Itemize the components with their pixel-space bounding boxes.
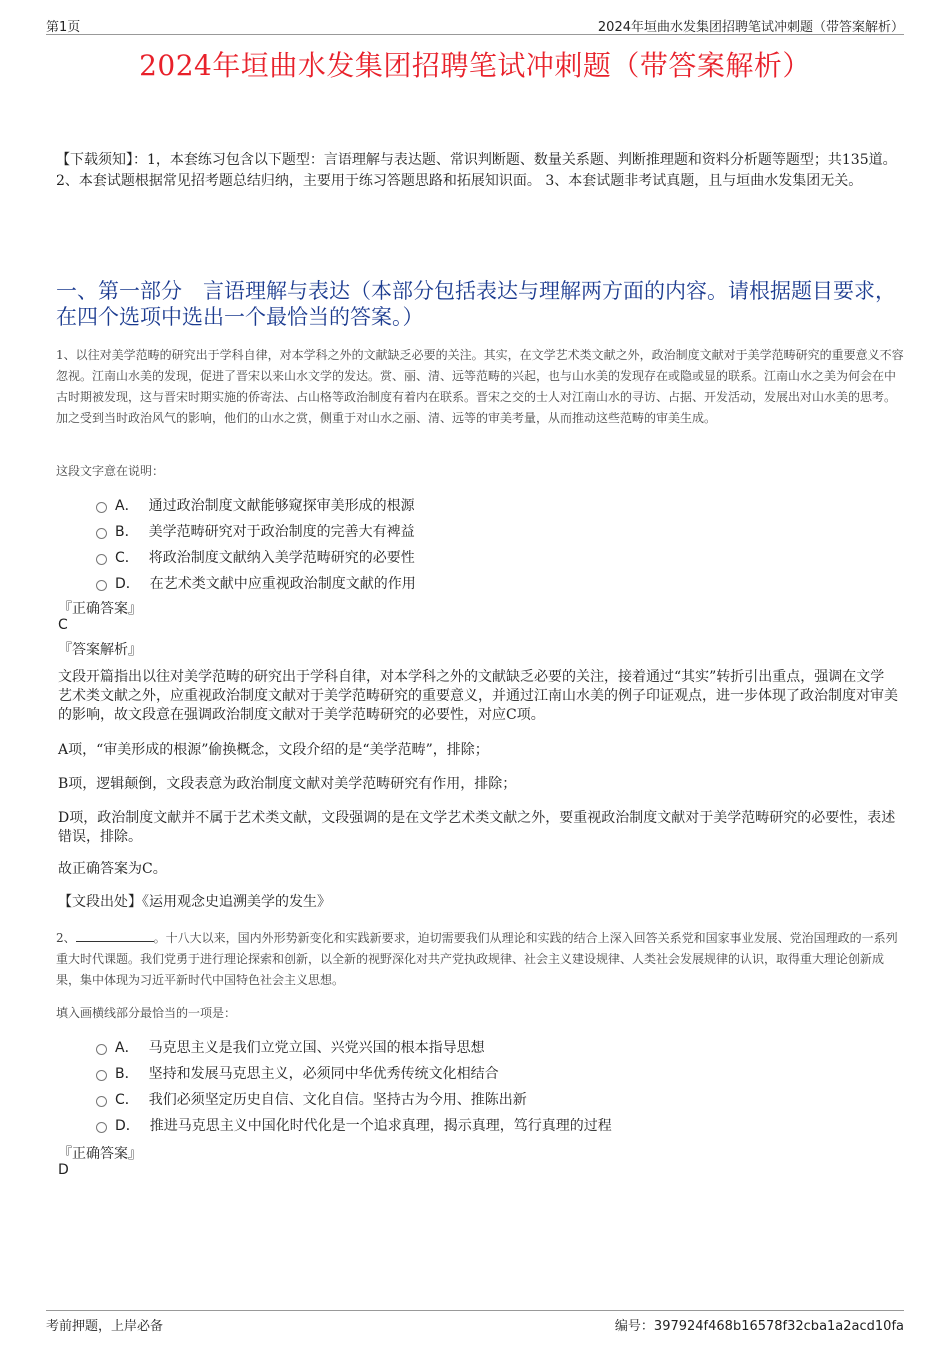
option-a[interactable]: A． 通过政治制度文献能够窥探审美形成的根源 [96, 493, 896, 519]
radio-icon[interactable] [96, 554, 107, 565]
option-c[interactable]: C． 将政治制度文献纳入美学范畴研究的必要性 [96, 545, 896, 571]
radio-icon[interactable] [96, 580, 107, 591]
analysis-option-b: B项，逻辑颠倒，文段表意为政治制度文献对美学范畴研究有作用，排除； [58, 776, 517, 792]
download-notice: 【下载须知】：1，本套练习包含以下题型：言语理解与表达题、常识判断题、数量关系题、判断推理题和资料分析题等题型；共135道。 2、本套试题根据常见招考题总结归纳，主要用于练习答题思路和拓展知识面。 3、本套试题非考试真题，且与垣曲水发集团无关。 [56, 152, 897, 189]
document-title: 2024年垣曲水发集团招聘笔试冲刺题（带答案解析） [139, 49, 811, 82]
question-2-prompt: 填入画横线部分最恰当的一项是： [56, 1006, 237, 1020]
analysis-summary: 文段开篇指出以往对美学范畴的研究出于学科自律，对本学科之外的文献缺乏必要的关注，接着通过“其实”转折引出重点，强调在文学艺术类文献之外，应重视政治制度文献对于美学范畴研究的重要意义，并通过江南山水美的例子印证观点，进一步体现了政治制度对审美的影响，故文段意在强调政治制度文献对于美学范畴研究的必要性，对应C项。 [58, 669, 898, 723]
radio-icon[interactable] [96, 1122, 107, 1133]
header-doc-title: 2024年垣曲水发集团招聘笔试冲刺题（带答案解析） [597, 20, 904, 35]
source-note: 【文段出处】《运用观念史追溯美学的发生》 [58, 894, 331, 910]
analysis-option-a: A项，“审美形成的根源”偷换概念，文段介绍的是“美学范畴”，排除； [58, 742, 489, 758]
answer-label: 『正确答案』 [58, 601, 142, 617]
answer-value: C [58, 617, 68, 633]
radio-icon[interactable] [96, 1070, 107, 1081]
section-heading: 一、第一部分 言语理解与表达（本部分包括表达与理解两方面的内容。请根据题目要求，在四个选项中选出一个最恰当的答案。） [56, 279, 896, 329]
answer-value: D [58, 1162, 69, 1178]
document-code: 编号：397924f468b16578f32cba1a2acd10fa [614, 1319, 904, 1334]
radio-icon[interactable] [96, 1044, 107, 1055]
answer-label: 『正确答案』 [58, 1146, 142, 1162]
page-footer [46, 1310, 904, 1335]
option-d[interactable]: D． 推进马克思主义中国化时代化是一个追求真理，揭示真理，笃行真理的过程 [96, 1113, 896, 1139]
radio-icon[interactable] [96, 1096, 107, 1107]
analysis-option-d: D项，政治制度文献并不属于艺术类文献，文段强调的是在文学艺术类文献之外，要重视政治制度文献对于美学范畴研究的必要性，表述错误，排除。 [58, 810, 896, 845]
radio-icon[interactable] [96, 502, 107, 513]
option-d[interactable]: D． 在艺术类文献中应重视政治制度文献的作用 [96, 571, 896, 597]
question-2-stem: 2、 。十八大以来，国内外形势新变化和实践新要求，迫切需要我们从理论和实践的结合上深入回答关系党和国家事业发展、党治国理政的一系列重大时代课题。我们党勇于进行理论探索和创新，以全新的视野深化对共产党执政规律、社会主义建设规律、人类社会发展规律的认识，取得重大理论创新成果，集中体现为习近平新时代中国特色社会主义思想。 [56, 931, 898, 987]
question-2-options [96, 1035, 896, 1139]
analysis-label: 『答案解析』 [58, 642, 142, 658]
page-header [46, 14, 904, 35]
question-1-stem: 1、以往对美学范畴的研究出于学科自律，对本学科之外的文献缺乏必要的关注。其实，在文学艺术类文献之外，政治制度文献对于美学范畴研究的重要意义不容忽视。江南山水美的发现，促进了晋宋以来山水文学的发达。赏、丽、清、远等范畴的兴起，也与山水美的发现存在或隐或显的联系。江南山水之美为何会在中古时期被发现，这与晋宋时期实施的侨寄法、占山格等政治制度有着内在联系。晋宋之交的士人对江南山水的寻访、占据、开发活动，发展出对山水美的思考。加之受到当时政治风气的影响，他们的山水之赏，侧重于对山水之丽、清、远等的审美考量，从而推动这些范畴的审美生成。 [56, 348, 904, 425]
option-b[interactable]: B． 坚持和发展马克思主义，必须同中华优秀传统文化相结合 [96, 1061, 896, 1087]
footer-slogan: 考前押题，上岸必备 [46, 1319, 164, 1334]
option-b[interactable]: B． 美学范畴研究对于政治制度的完善大有裨益 [96, 519, 896, 545]
radio-icon[interactable] [96, 528, 107, 539]
fill-blank [76, 929, 154, 942]
question-1-options [96, 493, 896, 597]
analysis-conclusion: 故正确答案为C。 [58, 861, 167, 877]
page-number: 第1页 [46, 20, 81, 35]
option-c[interactable]: C． 我们必须坚定历史自信、文化自信。坚持古为今用、推陈出新 [96, 1087, 896, 1113]
option-a[interactable]: A． 马克思主义是我们立党立国、兴党兴国的根本指导思想 [96, 1035, 896, 1061]
question-1-prompt: 这段文字意在说明： [56, 464, 165, 478]
